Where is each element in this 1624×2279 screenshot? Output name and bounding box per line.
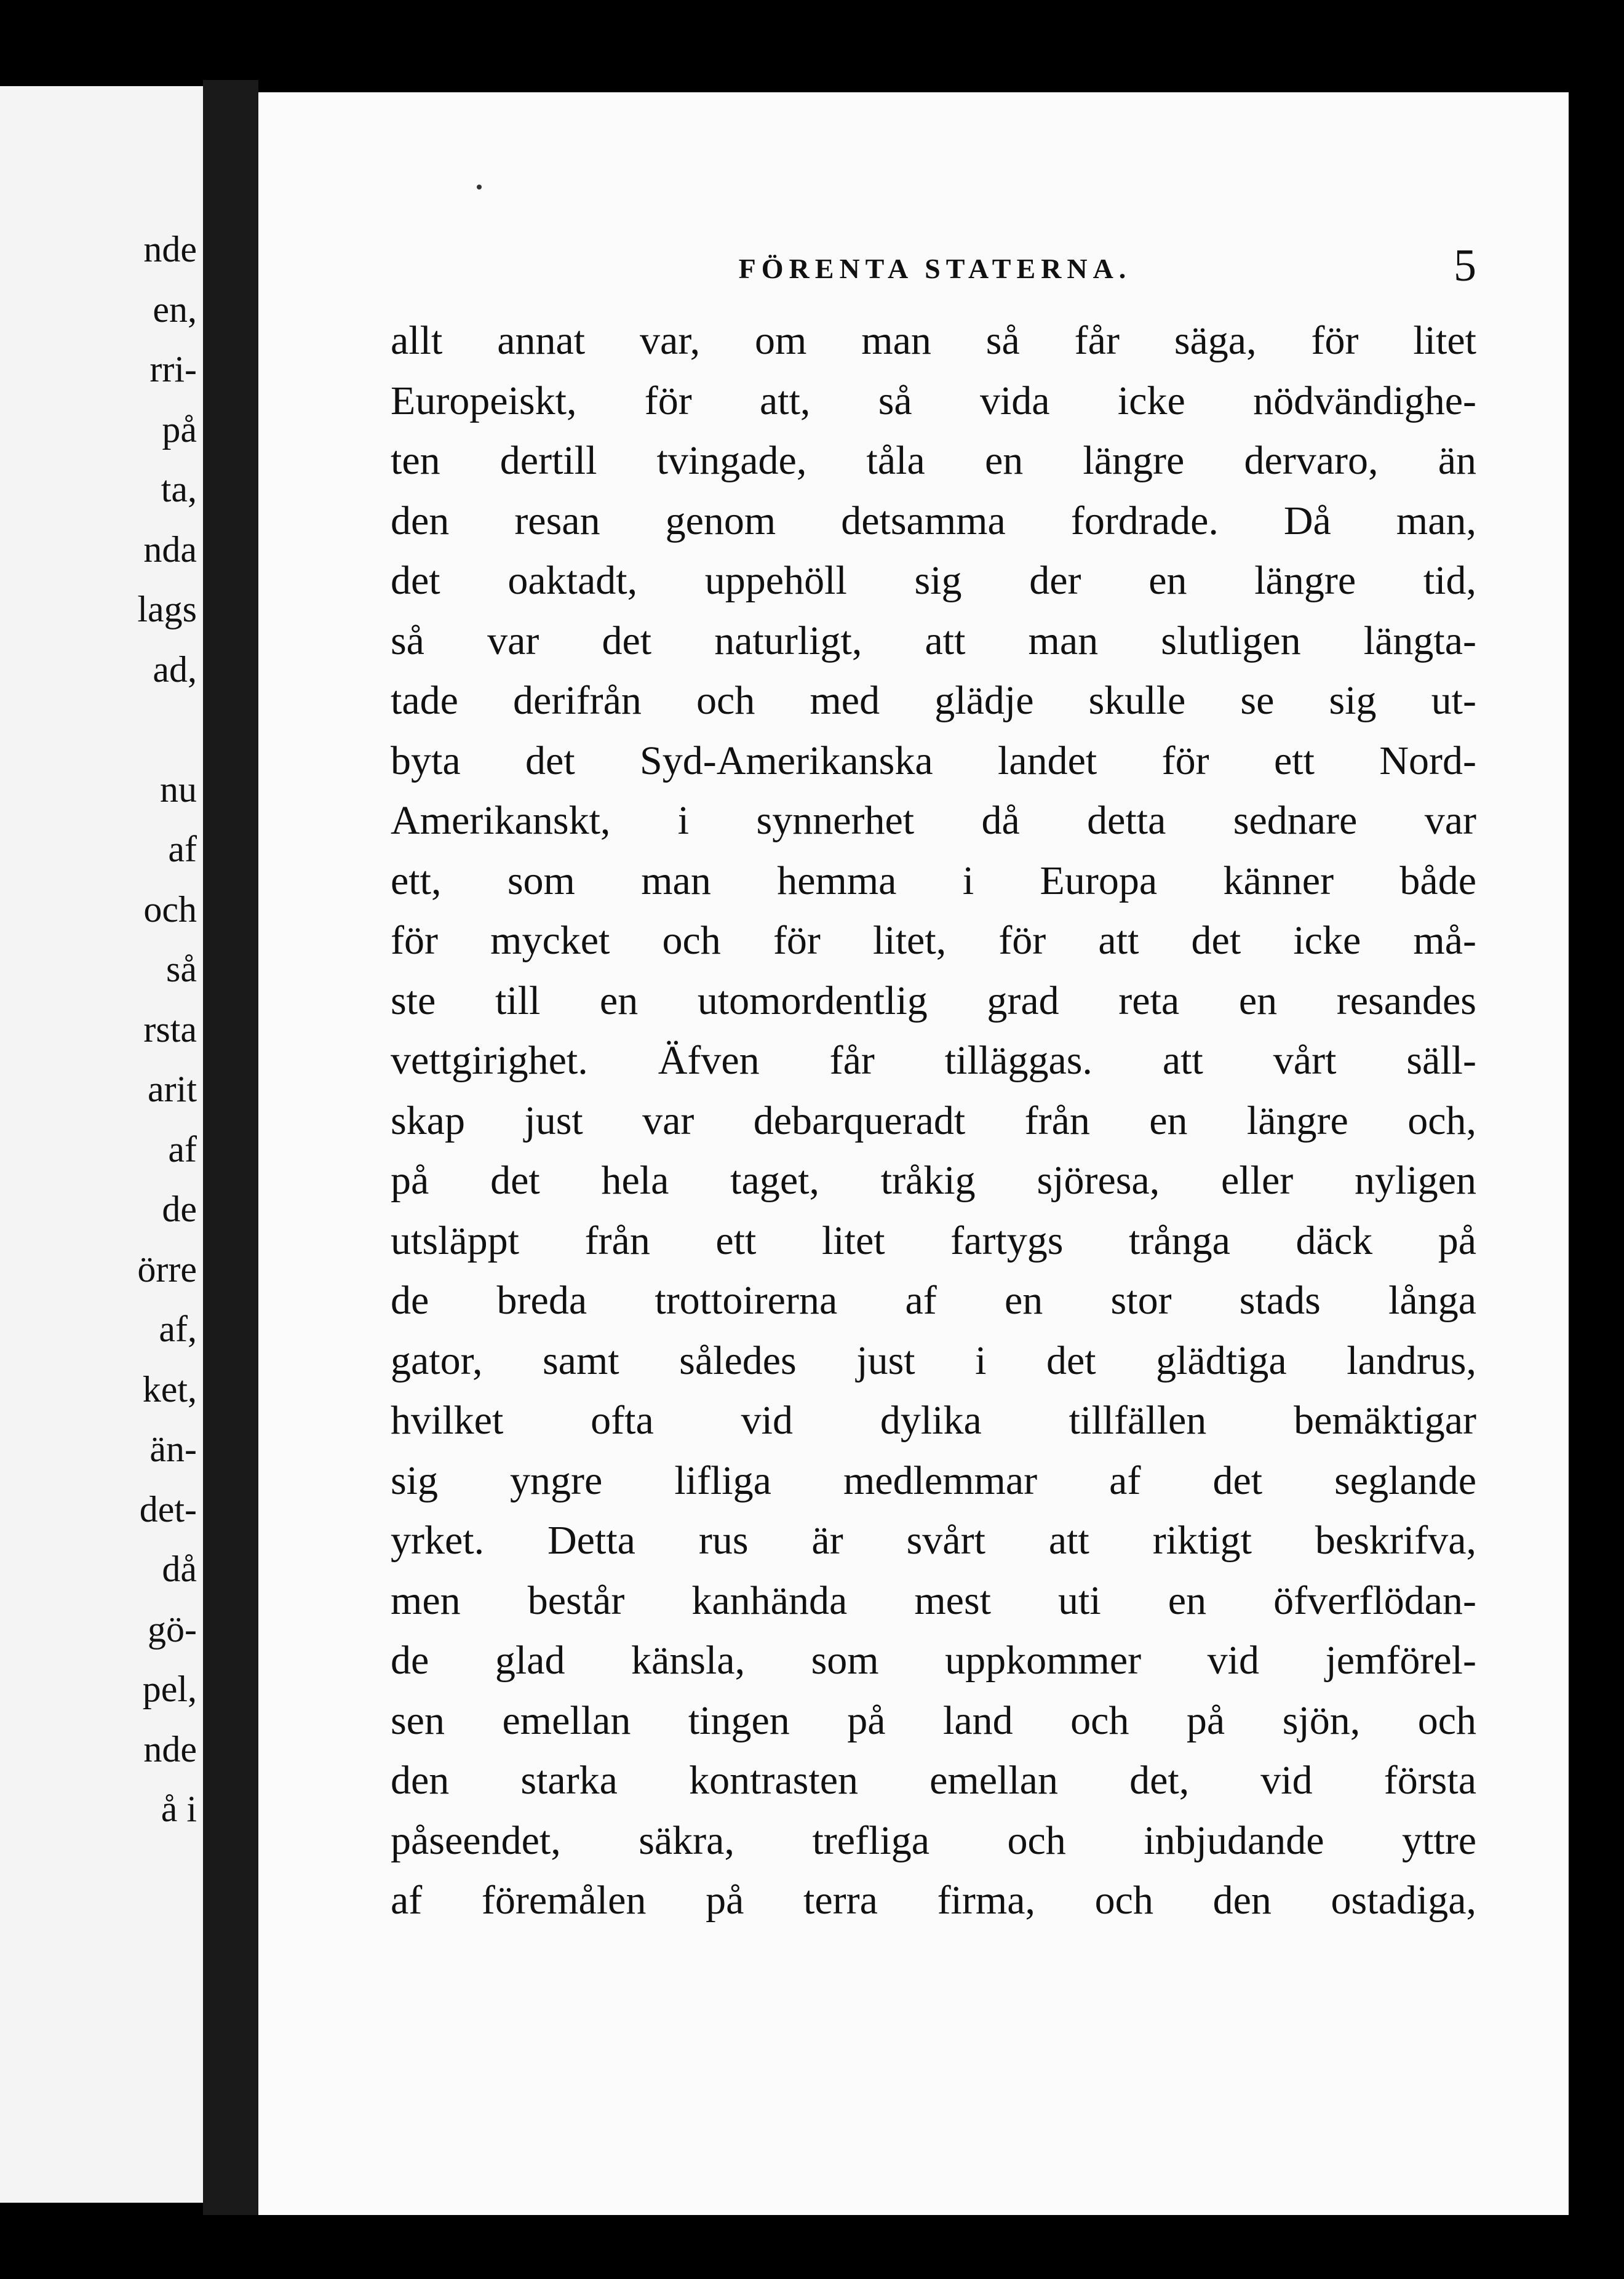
previous-page-line: gö- [148,1608,197,1650]
previous-page-line: det- [139,1488,197,1530]
text-line: allt annat var, om man så får säga, för litet [391,318,1476,363]
text-line: ett, som man hemma i Europa känner både [391,858,1476,903]
text-line: yrket. Detta rus är svårt att riktigt beskrifva, [391,1518,1476,1563]
previous-page-line: och [143,888,197,930]
text-line: på det hela taget, tråkig sjöresa, eller nyligen [391,1158,1476,1203]
text-line: ten dertill tvingade, tåla en längre dervaro, än [391,438,1476,483]
previous-page-line: ad, [153,649,197,690]
running-title: FÖRENTA STATERNA. [738,253,1132,284]
text-line: gator, samt således just i det glädtiga landrus, [391,1338,1476,1383]
previous-page-line: pel, [142,1669,197,1709]
text-line: tade derifrån och med glädje skulle se sig ut- [391,678,1476,723]
text-line: för mycket och för litet, för att det icke må- [391,918,1476,963]
text-line: skap just var debarqueradt från en längre och, [391,1098,1476,1143]
previous-page-line: af [168,829,197,869]
ink-speck [477,185,482,190]
text-line: men består kanhända mest uti en öfverflödan- [391,1578,1476,1623]
previous-page-line: lags [137,589,197,629]
text-line: hvilket ofta vid dylika tillfällen bemäktigar [391,1398,1476,1443]
text-line: Europeiskt, för att, så vida icke nödvändighe- [391,378,1476,423]
text-line: sig yngre lifliga medlemmar af det seglande [391,1458,1476,1503]
previous-page-line: så [166,949,197,989]
previous-page-line: nde [143,1728,197,1770]
text-line: så var det naturligt, att man slutligen längta- [391,618,1476,663]
previous-page-line: ta, [161,469,197,509]
text-line: vettgirighet. Äfven får tilläggas. att vårt säll- [391,1038,1476,1083]
previous-page-line: nda [143,529,197,570]
previous-page-line: arit [148,1069,197,1109]
body-text [391,311,1476,1931]
running-head [394,240,1476,295]
previous-page-line: än- [149,1429,197,1469]
previous-page-line: nde [143,229,197,269]
text-line: påseendet, säkra, trefliga och inbjudande yttre [391,1818,1476,1863]
text-line: det oaktadt, uppehöll sig der en längre tid, [391,558,1476,603]
previous-page-line: rri- [149,349,197,389]
book-page [258,92,1569,2215]
previous-page-line: på [162,409,197,450]
previous-page-line: nu [160,768,197,810]
text-line: af föremålen på terra firma, och den ostadiga, [391,1878,1476,1923]
previous-page-line: en, [153,289,197,330]
previous-page-line: ket, [142,1368,197,1410]
text-line: ste till en utomordentlig grad reta en resandes [391,978,1476,1023]
text-line: den starka kontrasten emellan det, vid första [391,1758,1476,1803]
previous-page-fragment [0,86,203,2203]
text-line: sen emellan tingen på land och på sjön, och [391,1698,1476,1743]
previous-page-line: då [162,1549,197,1589]
text-line: utsläppt från ett litet fartygs trånga däck på [391,1218,1476,1263]
text-line: den resan genom detsamma fordrade. Då man, [391,498,1476,543]
book-gutter [203,80,258,2215]
previous-page-line: af, [159,1309,197,1349]
text-line: Amerikanskt, i synnerhet då detta sednare var [391,798,1476,843]
previous-page-line: de [162,1189,197,1229]
previous-page-line: rsta [143,1008,197,1050]
previous-page-line: å i [161,1789,197,1829]
previous-page-line: örre [137,1248,197,1290]
text-line: byta det Syd-Amerikanska landet för ett Nord- [391,738,1476,783]
page-number: 5 [1454,241,1476,291]
text-line: de glad känsla, som uppkommer vid jemförel- [391,1638,1476,1683]
previous-page-line: af [168,1128,197,1170]
text-line: de breda trottoirerna af en stor stads långa [391,1278,1476,1323]
